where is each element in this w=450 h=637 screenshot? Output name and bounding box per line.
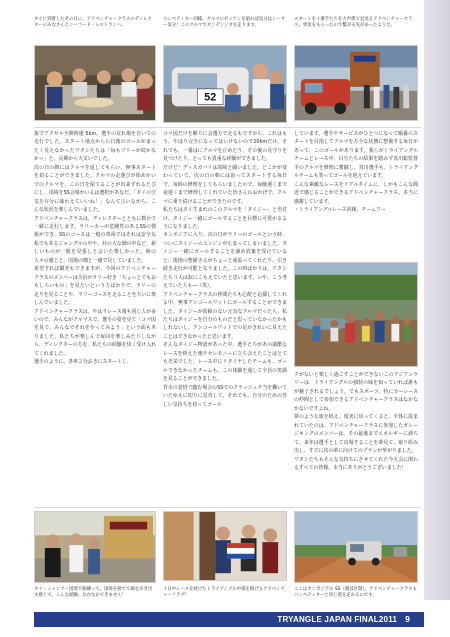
caption-bottom-left: タイ・ミャンマー国境で振練って。国境を接てて線を歩き出す感じで、こんな経験、なかなかできません！ bbox=[34, 587, 153, 598]
photo-cambodia-ss bbox=[294, 511, 418, 583]
caption-bottom-right: ここはカンボジアの SS（競技区間）。アドベンチャークラスもコンペティターと同じ道を走れるのです。 bbox=[294, 587, 418, 598]
col3-paragraph-2: こんな素敵なレースをリアルタイムに、しかもこんな間近で感じることができるアドベンチャークラス。本当に感謝しています。 bbox=[294, 181, 418, 205]
col2-paragraph-5: アドベンチャークラスの仲間たちも心配と応援してくれる中、無事アンコールワットにゴールすることができました。タイジーが故障のない元気なクルマだったら、私たちはタイジーを自分のものだと思っていなかったかもしれないし、アンコールワットでの足がきれいに見えたことはできなかったと思います。 bbox=[163, 291, 287, 340]
photo-seafood-restaurant bbox=[34, 45, 156, 121]
col3b-paragraph-1: クがないと楽しく過ごすことができないこのアジアンラリーは、トライアングルの独特の味を知っていれば誰もが魅了されるでしょう。でもスポーツ、特にカーレースの仲間として参加できるアドベンチャークラスはなかなかないですよね。 bbox=[294, 372, 418, 412]
page-footer bbox=[0, 600, 450, 637]
caption-top-left: タイに到着したその日に、アドベンチャークラスのディレクターのみなさんとシーフード・レストランへ。 bbox=[34, 17, 152, 28]
col1-paragraph-1: 抜でアクセル全開時速 5km、選手の荒れ場を自いての走行でした。スタート地点からら日後のゴールがまったく見えなかったワタシたちは「毎もプリーが続かなかっ」と、長期から大気いでした。 bbox=[34, 131, 156, 163]
page-number: 9 bbox=[405, 614, 410, 624]
footer-title: TRYANGLE JAPAN FINAL2011 bbox=[277, 615, 398, 624]
col2-paragraph-2: だけど！ディスカバリは故障と闘いました。どこかが変わっていて、次の日の朝には治ってスタートする毎日で、毎時の修理をしてもらいましたので、毎晩遅くまで夜遅くまで修理してくれていた皆さんのおかげで、クルマに乗り続けることができたのです。 bbox=[163, 164, 287, 205]
col3b-paragraph-2: 夢のような旅を終え、現実に戻ってくると、全体に混まれていたのは、アドベンチャークラスに参加したガレージキングのメンバーは、その最後までエネルギーに満ちて、来年は選手として出場することを夢見て、取り組み出し、すでに次の夢に向けてのプランが挙がりました。 bbox=[294, 414, 418, 455]
col1-paragraph-6: 選手のように、各車２分おきにスタートし、 bbox=[34, 359, 132, 366]
col3-paragraph-1: しています。選手やサービスがひとつになって順番のスタートを目指してクルマを万全な状態に整備する毎日があって、このゴールがあります。我らがトライアングルチームとレース中、白分たちの結果を踏みず真川総監督手のクルマを修理に奮闘し、真川選手も、トライアングルチームも笑ってゴールを迎えています。 bbox=[294, 131, 418, 180]
caption-top-middle: コンペティター同様、クルマにゼッケンを貼れば気分はレーサー気分！このクルマでタンデンジオを走ります。 bbox=[163, 17, 286, 28]
col3-paragraph-3: ・トライアングルレース同様、チームワー bbox=[294, 207, 386, 214]
col2-paragraph-1: コマ図だけを頼りに会選方で走るもですから、これはもう、やはり完全になってはいけないので20kmだけ、それでも、一番はにクルマを止めたり、その後の見守りを見つけたり、とっても貴重な経験ができました。 bbox=[163, 131, 287, 163]
body-column-3-lower bbox=[294, 371, 418, 502]
col1-paragraph-2: 次の日の朝にはクルマを返してもらい、無事スタートを切ることができました。クルマの走運びが始めかいでのクルマを、この日を保てることが出来ずれるたびにし、国境をSS会場がいるは選択があなだ。「タイの空気を存分に味わえていいね！」なんて言いながら、こんな状況を楽しんでいました。 bbox=[34, 164, 156, 214]
col2-paragraph-7: 背水の覚悟で臨む場合のSSでのクラッシュ不当を働いていたゆえに切りに見直して、それでも、自分のための苦しい気持ちを持ってゴール bbox=[163, 384, 287, 408]
photo-finish-flag bbox=[163, 511, 287, 581]
car-number-label: 52 bbox=[204, 91, 217, 104]
photo-border-crossing bbox=[34, 511, 156, 583]
caption-bottom-middle: １日中レースを続けたトライアングル中部を掲げるアドベンチャーフラグ！ bbox=[163, 587, 286, 598]
body-column-2 bbox=[163, 130, 287, 502]
divider-bottom bbox=[34, 507, 421, 508]
col2-paragraph-3: 私たちはタイ生まれのこのクルマを「タイジー」と名付け、タイジー一緒にゴールすることを目標に可愛がるようになりました。 bbox=[163, 207, 287, 230]
col2-paragraph-4: カンボジアに入り、次の日がラリーのゴールという時、ついにタイジーのエンジンが止まってしまいました。タイジー一緒にゴールすることを諦め放棄を受けていると、現地の整備さんがちょっと頑張ってくれたり、引き続き走行が可能となりました。この時ばかりは、ワタシたち３人は涙にこもえていたと思います。いや、こう考えていた人も―（笑）。 bbox=[163, 232, 287, 290]
col2-paragraph-6: そんなタイジー物語があった中、選手たちがあの過酷なレースを終えた後やセレモニーに立ち会えたことはとても光栄でした。レース中にリタイヤしたチームも、ゴールできなかったチームも、この体験を通して全員の笑顔を見ることができました。 bbox=[163, 342, 287, 383]
col1-paragraph-3: アドベンチャークラスは、ディレクターとともに数台で一緒に走行します。ラリーカーが危険性のあるSSの情報ができ、SSのコースは一般の車両ではそれは安全な私でもあるジャングルの中や、社の大な畑の中など、新しいものが一般を見張しと会いた楽しかった。地の人々の感じと、国境の畑と一緒で見していました。 bbox=[34, 215, 156, 264]
col3b-paragraph-3: ワタシたちもそんな気持ちにさせてくれた今大会に関わるすべての皆様、本当にありがとうございました！ bbox=[294, 456, 418, 471]
footer-title-block bbox=[277, 614, 410, 624]
col1-paragraph-4: 希望すれば観光もできますが、今回のアドベンチャークラスのメンバーは全員がラリー好き「ちょっとでもおもしろいもの」を見たいという方ばかりで、ラリーの走りを見ることや、ラリーコースを走ることを大いに楽しんでいました。 bbox=[34, 266, 156, 307]
body-column-1 bbox=[34, 130, 156, 502]
photo-start-cheering bbox=[294, 45, 418, 121]
divider-top bbox=[34, 127, 421, 128]
body-column-3-upper bbox=[294, 130, 418, 257]
photo-rally-car-number bbox=[163, 45, 287, 123]
caption-top-right: スタートを１番手たちを大声援で見送るアドベンチャークラス。勇気をもらったので繋がる先があったようだ。 bbox=[294, 17, 413, 28]
page-edge-shadow bbox=[424, 0, 450, 637]
col1-paragraph-5: アドベンチャークラスは、やはりレース後も同じ人が多いので、みんながクルマスで、選手の姿を見て「コマ図を見て、みんなでそれをやってみよう」という面もありました。私たちが楽しんで毎回を楽しみたりしながら、ディレクターの方を、私たちの経験を快く受け入れてくれました。 bbox=[34, 308, 156, 357]
photo-village-children bbox=[294, 262, 418, 367]
